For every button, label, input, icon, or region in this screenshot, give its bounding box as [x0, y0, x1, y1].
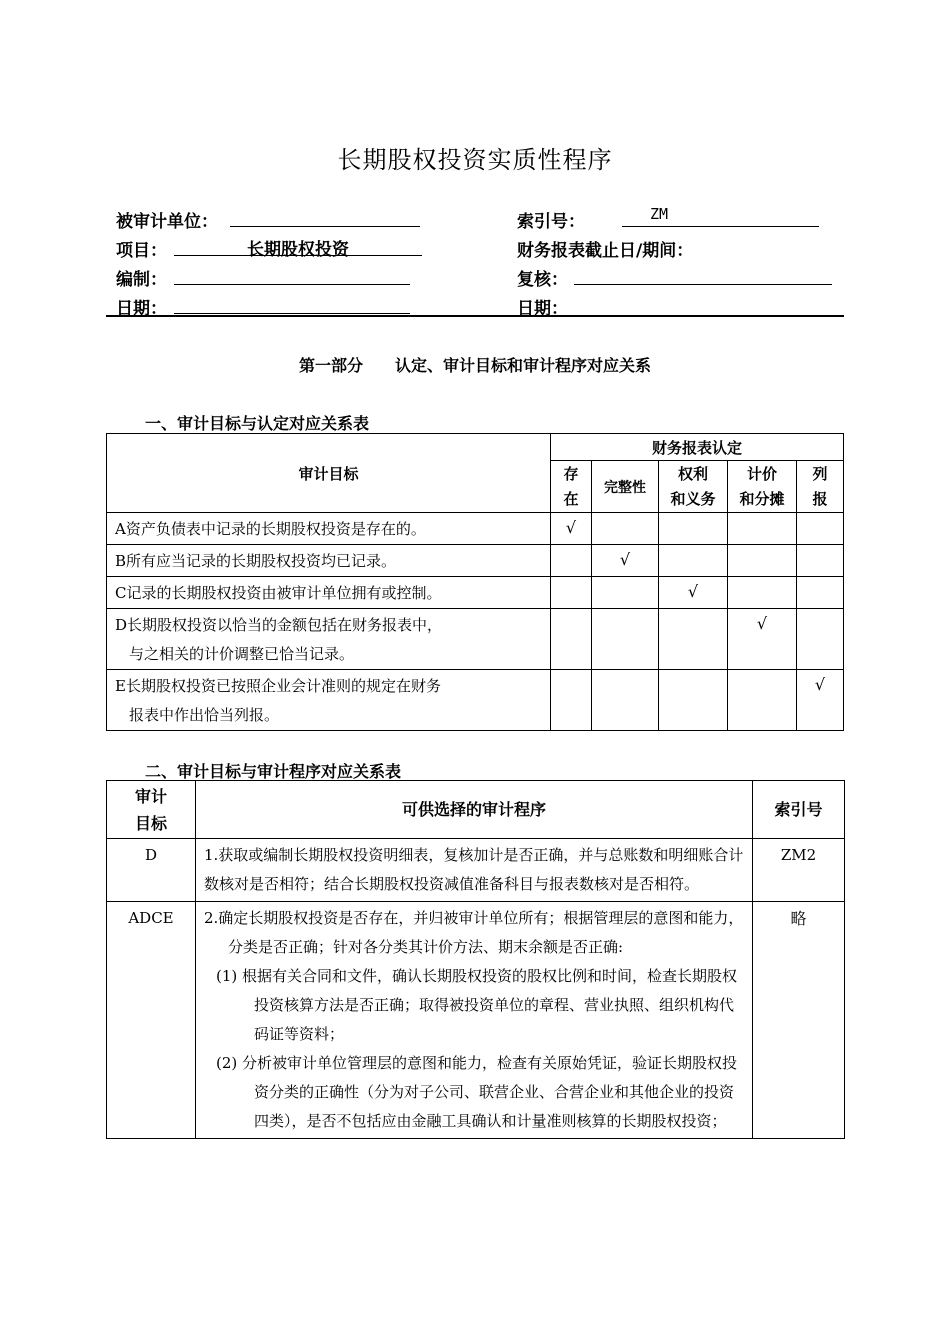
table-row	[107, 609, 844, 670]
procedure-2-sub-1: (1) 根据有关合同和文件，确认长期股权投资的股权比例和时间，检查长期股权投资核算方法是否正确；取得被投资单位的章程、营业执照、组织机构代码证等资料；	[216, 967, 738, 1043]
procedure-col-header: 可供选择的审计程序	[196, 781, 753, 839]
procedure-table	[106, 780, 845, 1139]
objective-e: E长期股权投资已按照企业会计准则的规定在财务 报表中作出恰当列报。	[107, 670, 551, 731]
procedure-2-sub-2: (2) 分析被审计单位管理层的意图和能力，检查有关原始凭证，验证长期股权投资分类的正确性（分为对子公司、联营企业、合营企业和其他企业的投资四类），是否不包括应由金融工具确认和计量准则核算的长期股权投资；	[216, 1054, 738, 1130]
objective-col-header: 审计 目标	[107, 781, 196, 839]
objective-header: 审计目标	[107, 434, 551, 513]
table-row	[107, 513, 844, 545]
row-objective: D	[107, 839, 196, 902]
check-mark: √	[797, 670, 844, 731]
check-mark: √	[592, 545, 659, 577]
index-field[interactable]	[622, 206, 819, 227]
objective-c: C记录的长期股权投资由被审计单位拥有或控制。	[107, 577, 551, 609]
header-divider	[106, 315, 844, 317]
assertions-header: 财务报表认定	[551, 434, 844, 461]
date-field-left[interactable]	[174, 293, 410, 314]
table-row	[107, 670, 844, 731]
part-title: 第一部分 认定、审计目标和审计程序对应关系	[298, 356, 651, 375]
assertion-rights: 权利 和义务	[659, 461, 728, 513]
check-mark: √	[728, 609, 797, 670]
section1-title: 一、审计目标与认定对应关系表	[145, 414, 370, 433]
objective-d: D长期股权投资以恰当的金额包括在财务报表中， 与之相关的计价调整已恰当记录。	[107, 609, 551, 670]
index-label: 索引号：	[517, 212, 585, 232]
procedure-2	[196, 902, 753, 1139]
assertion-existence: 存 在	[551, 461, 592, 513]
table-row	[107, 902, 845, 1139]
objective-a: A资产负债表中记录的长期股权投资是存在的。	[107, 513, 551, 545]
date-label-left: 日期：	[116, 299, 167, 319]
reviewer-label: 复核：	[517, 270, 568, 290]
project-field[interactable]: 长期股权投资	[174, 235, 422, 256]
project-label: 项目：	[116, 241, 167, 261]
row-index: ZM2	[753, 839, 845, 902]
procedure-1: 1.获取或编制长期股权投资明细表，复核加计是否正确，并与总账数和明细账合计数核对是否相符；结合长期股权投资减值准备科目与报表数核对是否相符。	[196, 839, 753, 902]
period-label: 财务报表截止日/期间：	[517, 241, 694, 261]
table-row	[107, 577, 844, 609]
table-row	[107, 545, 844, 577]
index-col-header: 索引号	[753, 781, 845, 839]
procedure-2-main: 2.确定长期股权投资是否存在，并归被审计单位所有；根据管理层的意图和能力，分类是否正确；针对各分类其计价方法、期末余额是否正确:	[204, 909, 744, 956]
assertion-valuation: 计价 和分摊	[728, 461, 797, 513]
date-label-right: 日期：	[517, 299, 568, 319]
check-mark: √	[551, 513, 592, 545]
unit-label: 被审计单位：	[116, 212, 218, 232]
check-mark: √	[659, 577, 728, 609]
unit-field[interactable]	[230, 206, 420, 227]
preparer-label: 编制：	[116, 270, 167, 290]
assertion-table	[106, 433, 844, 731]
index-value: ZM	[650, 205, 669, 223]
row-objective: ADCE	[107, 902, 196, 1139]
assertion-completeness: 完整性	[592, 461, 659, 513]
row-index: 略	[753, 902, 845, 1139]
document-title: 长期股权投资实质性程序	[337, 146, 613, 174]
table-row	[107, 839, 845, 902]
reviewer-field[interactable]	[574, 264, 832, 285]
section2-title: 二、审计目标与审计程序对应关系表	[145, 762, 402, 781]
preparer-field[interactable]	[174, 264, 410, 285]
objective-b: B所有应当记录的长期股权投资均已记录。	[107, 545, 551, 577]
assertion-presentation: 列 报	[797, 461, 844, 513]
